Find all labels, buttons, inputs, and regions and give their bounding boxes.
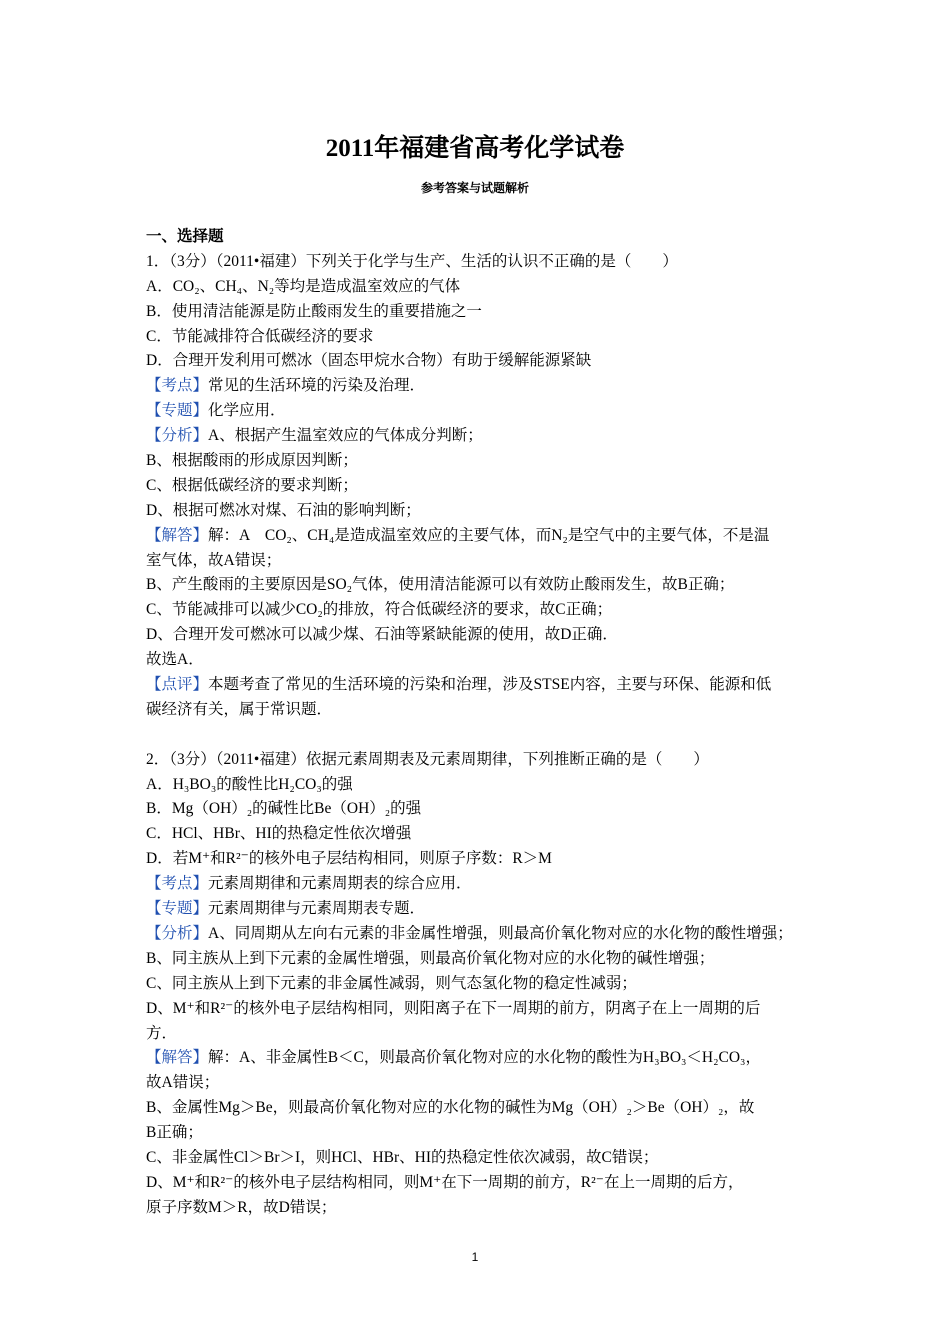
q2-zhuanti-tag: 【专题】	[146, 900, 209, 918]
q1-jieda-line-6: 故选A．	[146, 651, 204, 669]
q2-fenxi-line-3: C、同主族从上到下元素的非金属性减弱，则气态氢化物的稳定性减弱；	[146, 974, 637, 992]
q2-fenxi-line-4: D、M⁺和R²⁻的核外电子层结构相同，则阳离子在下一周期的前方，阴离子在上一周期的后	[146, 999, 761, 1017]
q2-fenxi-text: A、同周期从左向右元素的非金属性增强，则最高价氧化物对应的水化物的酸性增强；	[208, 924, 793, 942]
page-number: 1	[471, 1250, 479, 1264]
q2-zhuanti-text: 元素周期律与元素周期表专题．	[208, 900, 426, 918]
q1-dianping-line-2: 碳经济有关，属于常识题．	[146, 700, 333, 718]
q2-jieda-line-4: B正确；	[146, 1124, 203, 1142]
q2-jieda-line-3: B、金属性Mg＞Be，则最高价氧化物对应的水化物的碱性为Mg（OH）₂＞Be（OH）₂，故	[146, 1099, 755, 1117]
q2-kaodian-tag: 【考点】	[146, 875, 209, 893]
q1-option-d: D．合理开发利用可燃冰（固态甲烷水合物）有助于缓解能源紧缺	[146, 352, 592, 370]
q2-jieda-text: 解：A、非金属性B＜C，则最高价氧化物对应的水化物的酸性为H₃BO₃＜H₂CO₃，	[208, 1049, 761, 1067]
q2-jieda-line-7: 原子序数M＞R，故D错误；	[146, 1198, 337, 1216]
q1-option-a: A．CO₂、CH₄、N₂等均是造成温室效应的气体	[146, 277, 461, 295]
q1-jieda-line-2: 室气体，故A错误；	[146, 551, 282, 569]
q1-kaodian	[146, 374, 818, 399]
q2-kaodian-text: 元素周期律和元素周期表的综合应用．	[208, 875, 472, 893]
q1-dianping-text: 本题考查了常见的生活环境的污染和治理，涉及STSE内容，主要与环保、能源和低	[208, 676, 772, 694]
q1-jieda-line-3: B、产生酸雨的主要原因是SO₂气体，使用清洁能源可以有效防止酸雨发生，故B正确；	[146, 576, 735, 594]
q1-jieda-tag: 【解答】	[146, 526, 209, 544]
q1-jieda-text: 解：A CO₂、CH₄是造成温室效应的主要气体，而N₂是空气中的主要气体，不是温	[208, 526, 770, 544]
q1-jieda	[146, 524, 818, 549]
page-subtitle: 参考答案与试题解析	[420, 181, 529, 195]
q2-option-a: A．H₃BO₃的酸性比H₂CO₃的强	[146, 775, 353, 793]
q2-fenxi-line-2: B、同主族从上到下元素的金属性增强，则最高价氧化物对应的水化物的碱性增强；	[146, 949, 715, 967]
q2-option-b: B．Mg（OH）₂的碱性比Be（OH）₂的强	[146, 800, 422, 818]
q1-dianping-tag: 【点评】	[146, 676, 209, 694]
q1-stem: 1．（3分）（2011•福建）下列关于化学与生产、生活的认识不正确的是（ ）	[146, 252, 678, 270]
q2-jieda-line-2: 故A错误；	[146, 1074, 220, 1092]
q1-kaodian-tag: 【考点】	[146, 377, 209, 395]
q2-option-d: D．若M⁺和R²⁻的核外电子层结构相同，则原子序数：R＞M	[146, 850, 552, 868]
q2-option-c: C．HCl、HBr、HI的热稳定性依次增强	[146, 825, 412, 843]
q1-zhuanti	[146, 399, 818, 424]
q2-kaodian	[146, 872, 818, 897]
q1-dianping	[146, 673, 818, 698]
section-heading: 一、选择题	[146, 228, 224, 245]
q1-kaodian-text: 常见的生活环境的污染及治理．	[208, 377, 426, 395]
q1-zhuanti-tag: 【专题】	[146, 402, 209, 420]
q1-fenxi-line-4: D、根据可燃冰对煤、石油的影响判断；	[146, 501, 421, 519]
q2-jieda-line-6: D、M⁺和R²⁻的核外电子层结构相同，则M⁺在下一周期的前方，R²⁻在上一周期的后方，	[146, 1173, 744, 1191]
q1-option-b: B．使用清洁能源是防止酸雨发生的重要措施之一	[146, 302, 482, 320]
q1-fenxi-text: A、根据产生温室效应的气体成分判断；	[208, 427, 483, 445]
q1-fenxi-line-3: C、根据低碳经济的要求判断；	[146, 476, 358, 494]
q2-fenxi	[146, 922, 818, 947]
q2-jieda	[146, 1046, 818, 1071]
q1-fenxi-line-2: B、根据酸雨的形成原因判断；	[146, 452, 358, 470]
q2-fenxi-tag: 【分析】	[146, 924, 209, 942]
q2-jieda-tag: 【解答】	[146, 1049, 209, 1067]
spacer	[146, 723, 818, 748]
q2-jieda-line-5: C、非金属性Cl＞Br＞I，则HCl、HBr、HI的热稳定性依次减弱，故C错误；	[146, 1148, 659, 1166]
q1-jieda-line-4: C、节能减排可以减少CO₂的排放，符合低碳经济的要求，故C正确；	[146, 601, 613, 619]
q1-zhuanti-text: 化学应用．	[208, 402, 286, 420]
q2-stem: 2．（3分）（2011•福建）依据元素周期表及元素周期律，下列推断正确的是（ ）	[146, 750, 709, 768]
q1-fenxi	[146, 424, 818, 449]
q2-zhuanti	[146, 897, 818, 922]
document-body	[146, 225, 818, 1221]
q2-fenxi-line-5: 方．	[146, 1024, 178, 1042]
q1-jieda-line-5: D、合理开发可燃冰可以减少煤、石油等紧缺能源的使用，故D正确．	[146, 626, 618, 644]
page-title: 2011年福建省高考化学试卷	[325, 135, 625, 162]
q1-option-c: C．节能减排符合低碳经济的要求	[146, 327, 374, 345]
q1-fenxi-tag: 【分析】	[146, 427, 209, 445]
